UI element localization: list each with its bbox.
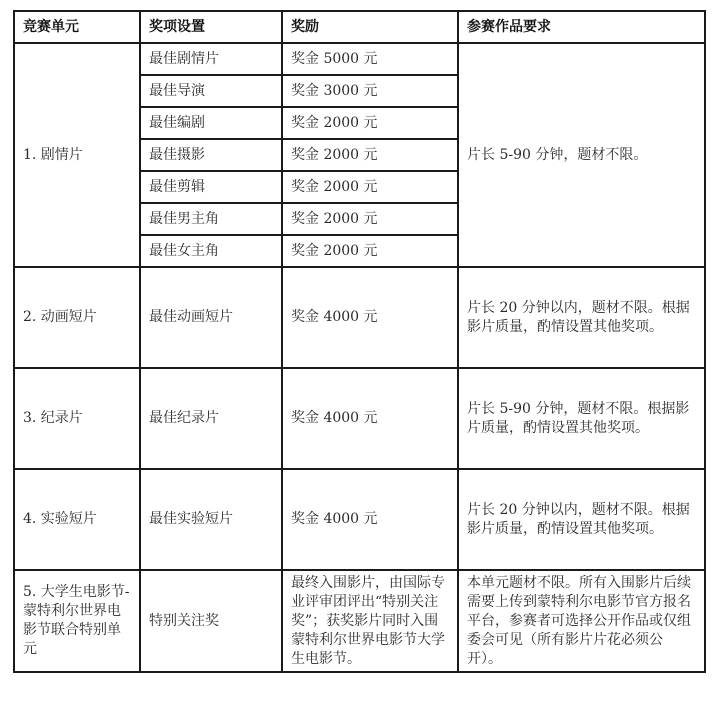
- prize-cell: 奖金 4000 元: [282, 368, 458, 469]
- prize-cell: 最终入围影片，由国际专业评审团评出“特别关注奖”；获奖影片同时入围蒙特利尔世界电影节大学生电影节。: [282, 570, 458, 672]
- requirement-cell: 片长 20 分钟以内，题材不限。根据影片质量，酌情设置其他奖项。: [458, 267, 705, 368]
- award-cell: 最佳摄影: [140, 139, 282, 171]
- unit-cell: 4. 实验短片: [14, 469, 140, 570]
- award-cell: 最佳动画短片: [140, 267, 282, 368]
- requirement-cell: 片长 5-90 分钟，题材不限。: [458, 43, 705, 267]
- award-cell: 特别关注奖: [140, 570, 282, 672]
- unit-cell: 1. 剧情片: [14, 43, 140, 267]
- header-row: [14, 11, 705, 43]
- prize-cell: 奖金 2000 元: [282, 203, 458, 235]
- prize-cell: 奖金 2000 元: [282, 171, 458, 203]
- award-cell: 最佳编剧: [140, 107, 282, 139]
- table-row: [14, 267, 705, 368]
- prize-cell: 奖金 4000 元: [282, 469, 458, 570]
- prize-cell: 奖金 2000 元: [282, 139, 458, 171]
- prize-cell: 奖金 2000 元: [282, 107, 458, 139]
- award-cell: 最佳剪辑: [140, 171, 282, 203]
- header-unit: 竞赛单元: [14, 11, 140, 43]
- header-requirement: 参赛作品要求: [458, 11, 705, 43]
- requirement-cell: 本单元题材不限。所有入围影片后续需要上传到蒙特利尔电影节官方报名平台，参赛者可选择公开作品或仅组委会可见（所有影片片花必须公开）。: [458, 570, 705, 672]
- table-row: [14, 43, 705, 75]
- prize-cell: 奖金 2000 元: [282, 235, 458, 267]
- award-cell: 最佳导演: [140, 75, 282, 107]
- unit-cell: 2. 动画短片: [14, 267, 140, 368]
- prize-cell: 奖金 5000 元: [282, 43, 458, 75]
- award-cell: 最佳女主角: [140, 235, 282, 267]
- prize-cell: 奖金 4000 元: [282, 267, 458, 368]
- requirement-cell: 片长 20 分钟以内，题材不限。根据影片质量，酌情设置其他奖项。: [458, 469, 705, 570]
- table-row: [14, 368, 705, 469]
- award-cell: 最佳纪录片: [140, 368, 282, 469]
- table-row: [14, 570, 705, 672]
- requirement-cell: 片长 5-90 分钟，题材不限。根据影片质量，酌情设置其他奖项。: [458, 368, 705, 469]
- unit-cell: 3. 纪录片: [14, 368, 140, 469]
- award-cell: 最佳实验短片: [140, 469, 282, 570]
- award-cell: 最佳剧情片: [140, 43, 282, 75]
- header-award: 奖项设置: [140, 11, 282, 43]
- awards-table: [13, 10, 706, 673]
- unit-cell: 5. 大学生电影节-蒙特利尔世界电影节联合特别单元: [14, 570, 140, 672]
- award-cell: 最佳男主角: [140, 203, 282, 235]
- prize-cell: 奖金 3000 元: [282, 75, 458, 107]
- header-prize: 奖励: [282, 11, 458, 43]
- table-row: [14, 469, 705, 570]
